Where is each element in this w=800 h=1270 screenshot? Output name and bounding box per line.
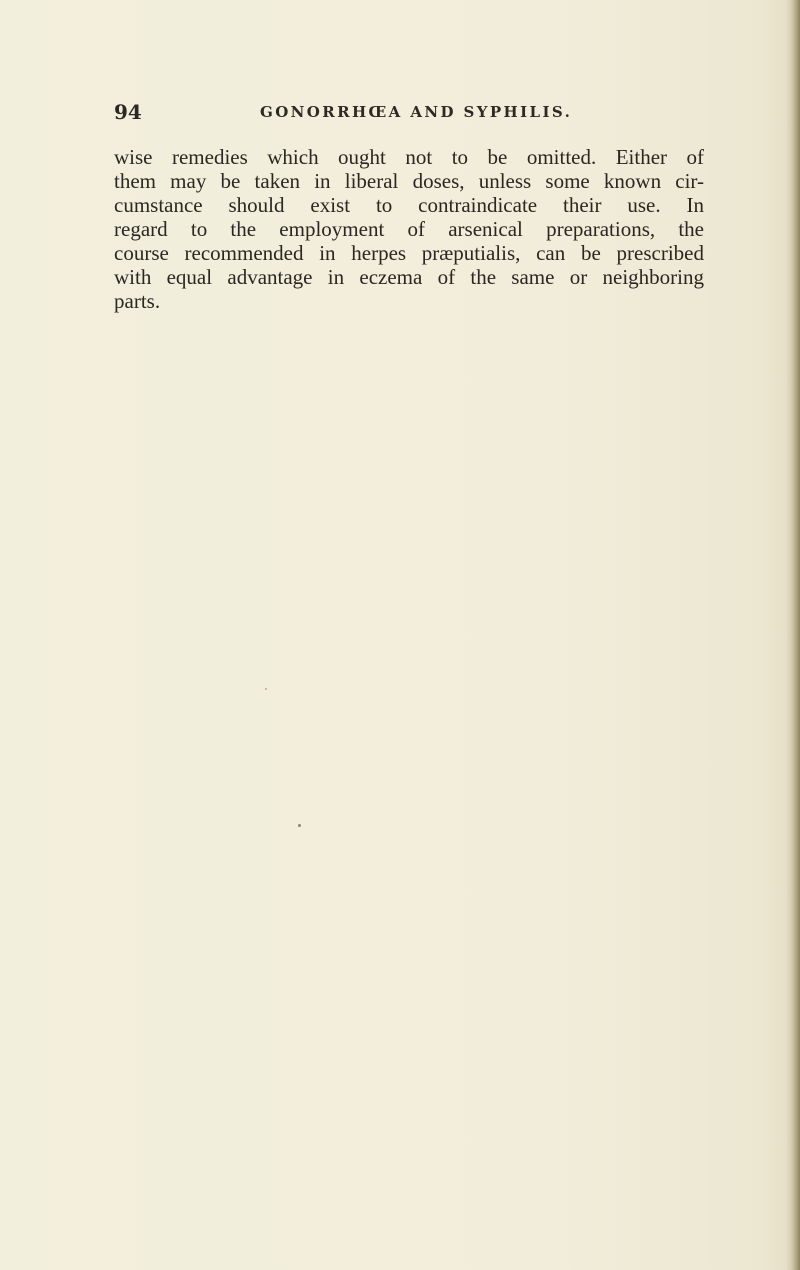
page-edge-shadow — [786, 0, 800, 1270]
text-line: course recommended in herpes præputialis, can be prescribed — [114, 241, 704, 265]
text-line: wise remedies which ought not to be omitted. Either of — [114, 145, 704, 169]
paper-speck — [298, 824, 301, 827]
text-line: them may be taken in liberal doses, unless some known cir- — [114, 169, 704, 193]
body-paragraph — [114, 145, 714, 313]
paper-speck — [265, 688, 267, 690]
page-number: 94 — [114, 100, 142, 124]
running-head — [114, 100, 694, 132]
text-line: parts. — [114, 289, 161, 313]
text-line: with equal advantage in eczema of the same or neighboring — [114, 265, 704, 289]
text-line: regard to the employment of arsenical preparations, the — [114, 217, 704, 241]
running-title: GONORRHŒA AND SYPHILIS. — [260, 103, 573, 121]
text-line: cumstance should exist to contraindicate their use. In — [114, 193, 704, 217]
